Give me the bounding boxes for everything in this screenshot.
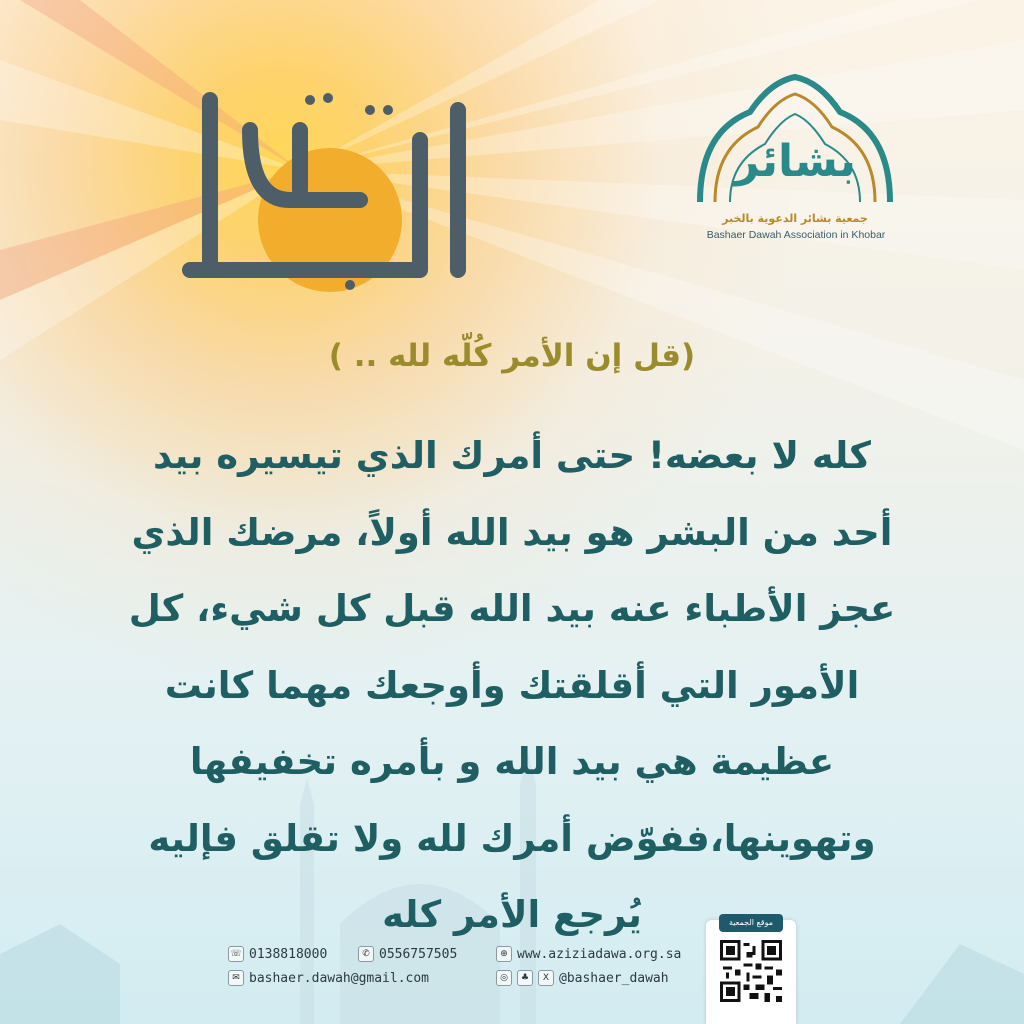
website-text: www.aziziadawa.org.sa bbox=[517, 946, 682, 962]
email-text: bashaer.dawah@gmail.com bbox=[249, 970, 430, 986]
body-line: أحد من البشر هو بيد الله أولاً، مرضك الذي bbox=[131, 510, 893, 554]
body-line: وتهوينها،ففوّض أمرك لله ولا تقلق فإليه bbox=[148, 816, 876, 860]
social-handle[interactable] bbox=[496, 970, 669, 986]
body-line: عجز الأطباء عنه بيد الله قبل كل شيء، كل bbox=[128, 587, 896, 630]
qr-card[interactable] bbox=[706, 920, 796, 1024]
phone-2[interactable] bbox=[358, 946, 457, 962]
phone-1[interactable] bbox=[228, 946, 327, 962]
body-text bbox=[80, 418, 944, 954]
instagram-icon: ◎ bbox=[496, 970, 512, 986]
body-line: عظيمة هي بيد الله و بأمره تخفيفها bbox=[189, 740, 835, 783]
whatsapp-icon: ✆ bbox=[358, 946, 374, 962]
phone-1-text: 0138818000 bbox=[249, 946, 328, 962]
mail-icon: ✉ bbox=[228, 970, 244, 986]
logo-name-arabic: بشائر bbox=[734, 136, 856, 187]
body-line: يُرجع الأمر كله bbox=[382, 893, 642, 936]
body-line: كله لا بعضه! حتى أمرك الذي تيسيره بيد bbox=[153, 434, 871, 477]
globe-icon: ⊕ bbox=[496, 946, 512, 962]
phone-icon: ☏ bbox=[228, 946, 244, 962]
qr-label: موقع الجمعية bbox=[719, 914, 783, 932]
quote-heading: (قل إن الأمر كُلّه لله .. ) bbox=[328, 338, 696, 374]
contact-footer bbox=[228, 944, 698, 1004]
social-handle-text: @bashaer_dawah bbox=[559, 970, 669, 986]
qr-code bbox=[720, 940, 782, 1002]
ishraqat-calligraphy-logo bbox=[170, 70, 490, 300]
email-link[interactable] bbox=[228, 970, 429, 986]
logo-subtitle-arabic: جمعية بشائر الدعوية بالخبر bbox=[722, 212, 868, 225]
logo-subtitle-english: Bashaer Dawah Association in Khobar bbox=[706, 229, 886, 241]
website-link[interactable] bbox=[496, 946, 681, 962]
snapchat-icon: ♣ bbox=[517, 970, 533, 986]
phone-2-text: 0556757505 bbox=[379, 946, 458, 962]
x-icon: X bbox=[538, 970, 554, 986]
body-line: الأمور التي أقلقتك وأوجعك مهما كانت bbox=[164, 663, 860, 707]
